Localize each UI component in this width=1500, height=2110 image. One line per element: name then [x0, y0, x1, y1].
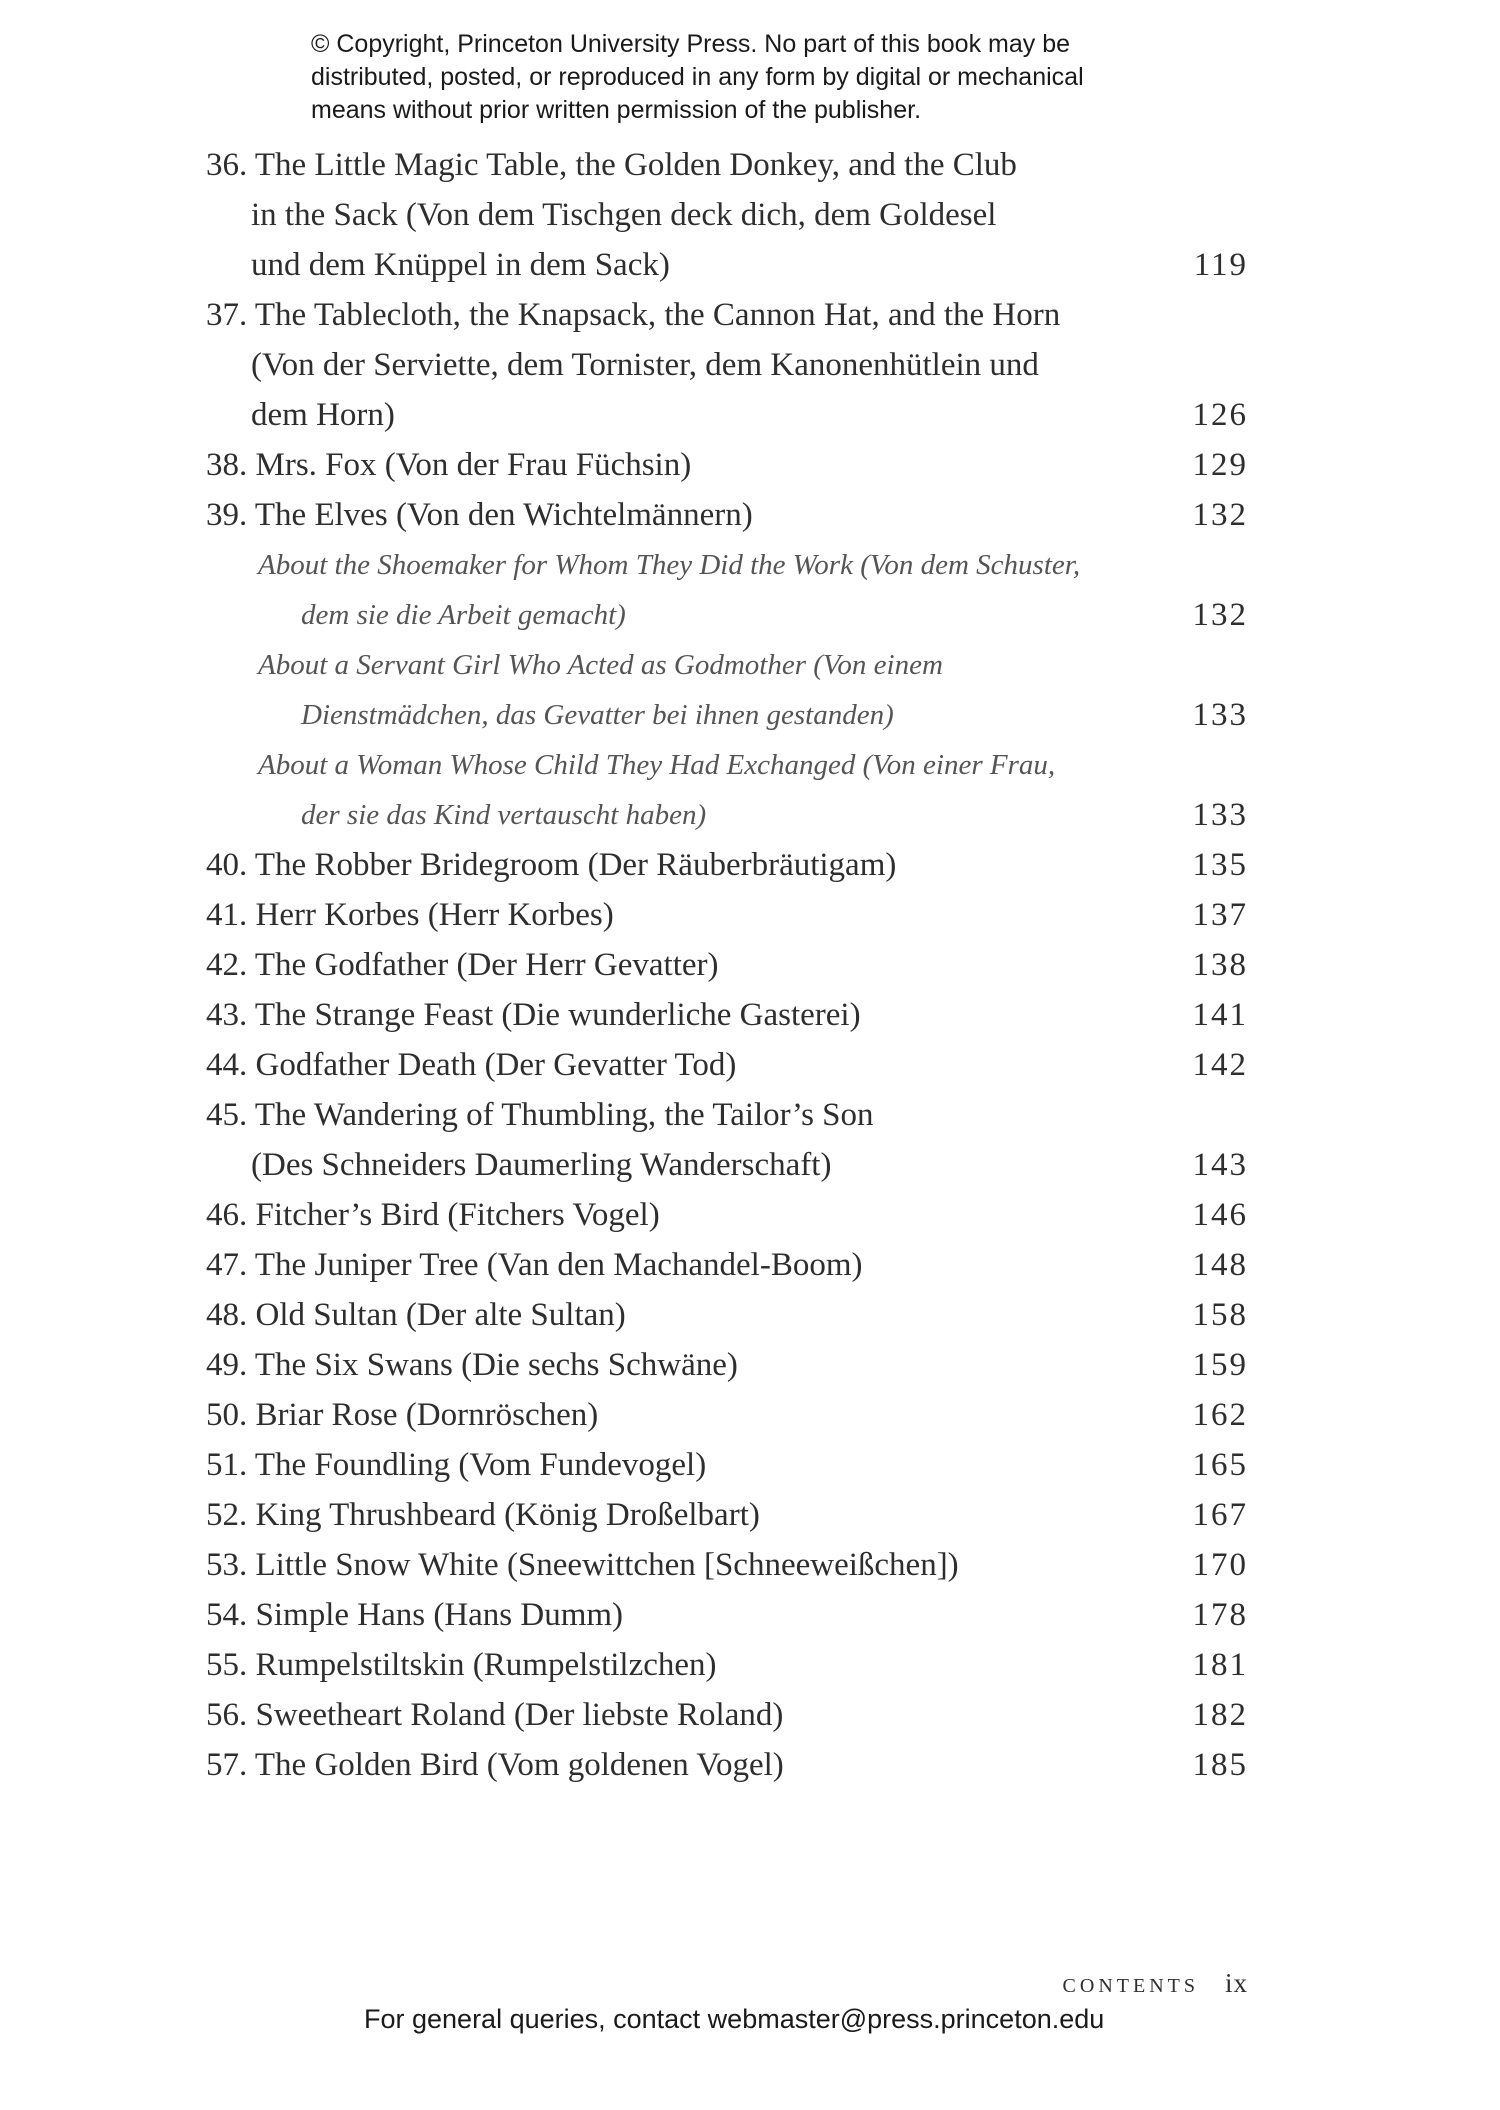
toc-entry-title-line: 45. The Wandering of Thumbling, the Tailor’s Son — [206, 1097, 874, 1133]
toc-entry-title-line: 53. Little Snow White (Sneewittchen [Schneeweißchen]) — [206, 1547, 959, 1583]
toc-entry — [206, 490, 1248, 540]
toc-entry-title-line: About the Shoemaker for Whom They Did the Work (Von dem Schuster, — [258, 549, 1081, 581]
toc-entry-page-number: 142 — [1192, 1047, 1248, 1083]
toc-entry-title-line: Dienstmädchen, das Gevatter bei ihnen gestanden) — [301, 699, 894, 731]
copyright-notice-line: distributed, posted, or reproduced in any form by digital or mechanical — [311, 63, 1084, 91]
toc-entry-title-line: 55. Rumpelstiltskin (Rumpelstilzchen) — [206, 1647, 717, 1683]
toc-subentry — [206, 540, 1248, 640]
toc-entry-page-number: 132 — [1192, 597, 1248, 633]
toc-entry — [206, 990, 1248, 1040]
toc-entry-page-number: 158 — [1192, 1297, 1248, 1333]
toc-entry — [206, 440, 1248, 490]
toc-entry-page-number: 162 — [1192, 1397, 1248, 1433]
copyright-notice-line: © Copyright, Princeton University Press. No part of this book may be — [311, 30, 1071, 58]
toc-entry-page-number: 165 — [1192, 1447, 1248, 1483]
contact-footer: For general queries, contact webmaster@press.princeton.edu — [364, 2004, 1105, 2034]
toc-entry-page-number: 141 — [1192, 997, 1248, 1033]
toc-entry-title-line: 42. The Godfather (Der Herr Gevatter) — [206, 947, 719, 983]
toc-subentry — [206, 740, 1248, 840]
toc-entry — [206, 1090, 1248, 1190]
toc-entry-title-line: About a Servant Girl Who Acted as Godmother (Von einem — [258, 649, 943, 681]
toc-entry-title-line: und dem Knüppel in dem Sack) — [251, 247, 670, 283]
toc-entry-title-line: 41. Herr Korbes (Herr Korbes) — [206, 897, 614, 933]
toc-entry — [206, 1640, 1248, 1690]
toc-entry-title-line: 56. Sweetheart Roland (Der liebste Roland) — [206, 1697, 784, 1733]
toc-entry — [206, 290, 1248, 440]
toc-entry-title-line: 54. Simple Hans (Hans Dumm) — [206, 1597, 624, 1633]
toc-entry — [206, 1590, 1248, 1640]
toc-entry — [206, 1540, 1248, 1590]
toc-entry — [206, 1190, 1248, 1240]
toc-entry-page-number: 137 — [1192, 897, 1248, 933]
toc-entry-title-line: 46. Fitcher’s Bird (Fitchers Vogel) — [206, 1197, 660, 1233]
toc-entry — [206, 1290, 1248, 1340]
toc-entry-title-line: 57. The Golden Bird (Vom goldenen Vogel) — [206, 1747, 784, 1783]
toc-entry-title-line: dem Horn) — [251, 397, 395, 433]
toc-entry-title-line: 38. Mrs. Fox (Von der Frau Füchsin) — [206, 447, 692, 483]
page-number: ix — [1224, 1968, 1248, 1998]
toc-entry-page-number: 126 — [1192, 397, 1248, 433]
toc-entry — [206, 1040, 1248, 1090]
toc-entry-title-line: About a Woman Whose Child They Had Exchanged (Von einer Frau, — [258, 749, 1056, 781]
running-footer-section: CONTENTS — [1062, 1975, 1199, 1997]
toc-entry-title-line: der sie das Kind vertauscht haben) — [301, 799, 707, 831]
toc-entry-page-number: 138 — [1192, 947, 1248, 983]
toc-entry-page-number: 167 — [1192, 1497, 1248, 1533]
toc-entry-title-line: 48. Old Sultan (Der alte Sultan) — [206, 1297, 626, 1333]
toc-entry — [206, 1740, 1248, 1790]
toc-entry — [206, 1490, 1248, 1540]
toc-entry-page-number: 185 — [1192, 1747, 1248, 1783]
toc-entry-page-number: 159 — [1192, 1347, 1248, 1383]
toc-entry-title-line: 47. The Juniper Tree (Van den Machandel-Boom) — [206, 1247, 863, 1283]
toc-entry — [206, 1690, 1248, 1740]
toc-entry — [206, 840, 1248, 890]
toc-entry-page-number: 143 — [1192, 1147, 1248, 1183]
toc-entry-title-line: 51. The Foundling (Vom Fundevogel) — [206, 1447, 707, 1483]
toc-entry-title-line: 44. Godfather Death (Der Gevatter Tod) — [206, 1047, 737, 1083]
toc-entry-title-line: 39. The Elves (Von den Wichtelmännern) — [206, 497, 753, 533]
toc-entry-title-line: (Von der Serviette, dem Tornister, dem Kanonenhütlein und — [251, 347, 1039, 383]
toc-entry-page-number: 170 — [1192, 1547, 1248, 1583]
toc-entry-page-number: 129 — [1192, 447, 1248, 483]
toc-entry — [206, 940, 1248, 990]
toc-entry-page-number: 133 — [1192, 797, 1248, 833]
toc-entry-page-number: 119 — [1193, 247, 1248, 283]
toc-entry-title-line: (Des Schneiders Daumerling Wanderschaft) — [251, 1147, 832, 1183]
toc-entry — [206, 1340, 1248, 1390]
toc-entry-page-number: 182 — [1192, 1697, 1248, 1733]
toc-entry — [206, 140, 1248, 290]
toc-entry-title-line: 40. The Robber Bridegroom (Der Räuberbräutigam) — [206, 847, 897, 883]
toc-entry — [206, 1440, 1248, 1490]
copyright-notice-line: means without prior written permission of the publisher. — [311, 96, 922, 124]
toc-entry-title-line: 50. Briar Rose (Dornröschen) — [206, 1397, 599, 1433]
toc-entry — [206, 1240, 1248, 1290]
toc-entry-title-line: in the Sack (Von dem Tischgen deck dich, dem Goldesel — [251, 197, 997, 233]
toc-entry-page-number: 181 — [1192, 1647, 1248, 1683]
toc-entry — [206, 890, 1248, 940]
toc-entry-title-line: 49. The Six Swans (Die sechs Schwäne) — [206, 1347, 738, 1383]
toc-entry-page-number: 146 — [1192, 1197, 1248, 1233]
table-of-contents — [206, 140, 1248, 1790]
toc-subentry — [206, 640, 1248, 740]
toc-entry-page-number: 135 — [1192, 847, 1248, 883]
toc-entry-page-number: 148 — [1192, 1247, 1248, 1283]
toc-entry — [206, 1390, 1248, 1440]
toc-entry-page-number: 133 — [1192, 697, 1248, 733]
toc-entry-page-number: 178 — [1192, 1597, 1248, 1633]
toc-entry-page-number: 132 — [1192, 497, 1248, 533]
toc-entry-title-line: 43. The Strange Feast (Die wunderliche Gasterei) — [206, 997, 861, 1033]
running-footer — [1063, 1968, 1248, 1999]
toc-entry-title-line: dem sie die Arbeit gemacht) — [301, 599, 626, 631]
toc-entry-title-line: 37. The Tablecloth, the Knapsack, the Cannon Hat, and the Horn — [206, 297, 1061, 333]
toc-entry-title-line: 52. King Thrushbeard (König Droßelbart) — [206, 1497, 760, 1533]
toc-entry-title-line: 36. The Little Magic Table, the Golden Donkey, and the Club — [206, 147, 1017, 183]
copyright-notice — [311, 28, 1291, 127]
